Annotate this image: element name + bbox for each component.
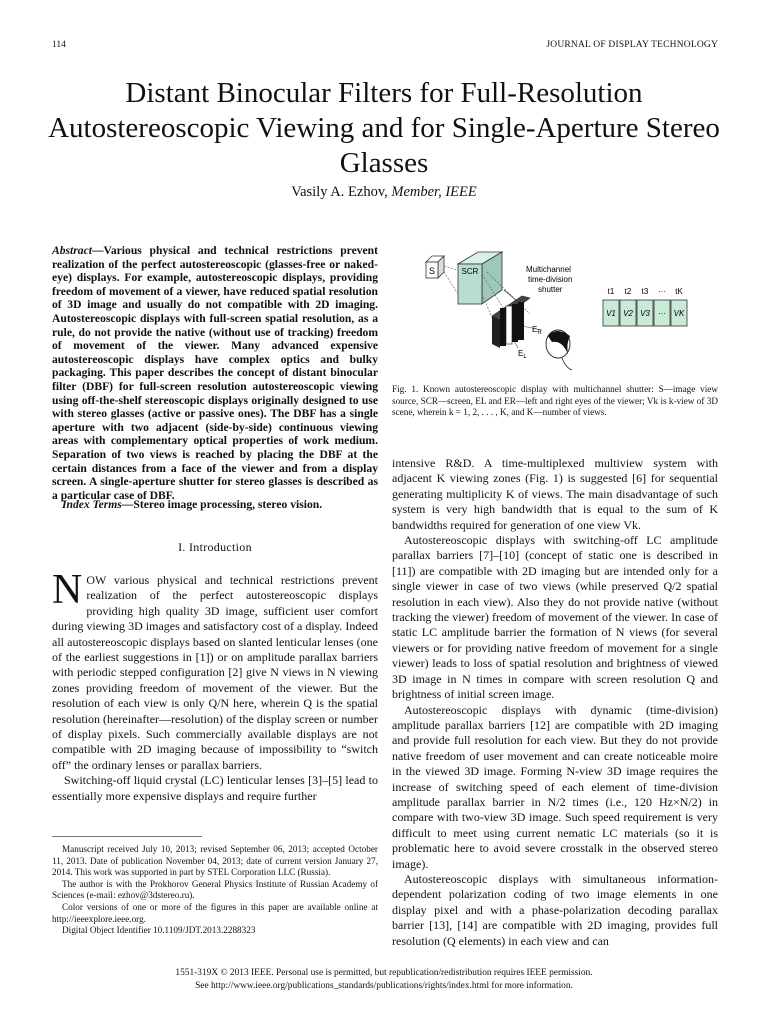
figure-caption: Fig. 1. Known autostereoscopic display with multichannel shutter: S—image view source, SCR—screen, EL and ER—left and right eyes of the viewer; Vk is k-view of 3D scene, wherein k = 1, 2, . . . , K, and K—number of views. [392,384,718,418]
view-label-v3: V3 [640,309,650,318]
section-heading: I. Introduction [178,540,252,554]
right-column-text [392,456,718,949]
label-s: S [428,266,436,276]
copyright-line: 1551-319X © 2013 IEEE. Personal use is permitted, but republication/redistribution requires IEEE permission. [175,968,593,978]
shutter-caption-line-3: shutter [538,285,563,294]
drop-cap: N [52,567,83,613]
screen-scr [458,252,502,304]
index-terms [52,498,378,512]
footnote-received: Manuscript received July 10, 2013; revised September 06, 2013; accepted October 11, 2013. Date of publication November 04, 2013; date of current version January 27, 2014. This work was supported in part by STEL Corporation LLC (Russia). [52,844,378,878]
journal-name: JOURNAL OF DISPLAY TECHNOLOGY [546,40,718,50]
footnote-author: The author is with the Prokhorov General Physics Institute of Russian Academy of Sciences (e-mail: ezhov@3dstereo.ru). [52,878,378,901]
time-label-t1: t1 [607,287,615,296]
view-label-v2: V2 [623,309,633,318]
intro-paragraph-2: Switching-off liquid crystal (LC) lenticular lenses [3]–[5] lead to essentially more expensive displays and require further [52,773,378,803]
figure-1 [392,244,718,379]
label-er: $E_R$ [532,325,542,336]
rights-url-line: See http://www.ieee.org/publications_standards/publications/rights/index.html for more information. [195,981,573,991]
view-cells [603,300,687,326]
index-terms-text: Stereo image processing, stereo vision. [133,498,323,511]
abstract [52,244,378,502]
page-number: 114 [52,40,66,50]
footnote-color: Color versions of one or more of the figures in this paper are available online at http://ieeexplore.ieee.org. [52,901,378,924]
footnote-doi: Digital Object Identifier 10.1109/JDT.2013.2288323 [62,925,256,936]
label-scr: SCR [461,267,479,276]
introduction-text [52,567,378,804]
time-label-dots: ··· [658,287,666,296]
right-paragraph-3: Autostereoscopic displays with dynamic (time-division) amplitude parallax barriers [12] are compatible with 2D imaging and provide full resolution for each view. But they do not provide native freedom of user movement and can create noticeable moire in the viewed 3D image. Forming N-view 3D image requires the increase of switching speed of each element of time-division amplitude parallax barrier in N/2 times (i.e., 120 Hz×N/2) in compare with two-view 3D image. Such speed requirement is very difficult to meet using current nematic LC materials (so it is problematic here to avoid severe crosstalk in the observed stereo image). [392,702,718,871]
shutter-caption [526,265,572,294]
footnote-rule [52,836,202,837]
time-label-tk: tK [675,287,683,296]
paper-title: Distant Binocular Filters for Full-Resolution Autostereoscopic Viewing and for Single-Aperture Stereo Glasses [48,77,720,179]
shutter-caption-line-1: Multichannel [526,265,571,274]
author-affiliation: Member, IEEE [391,184,477,200]
source-box [426,256,444,278]
time-label-t2: t2 [624,287,632,296]
view-label-dots: ··· [658,309,666,318]
right-paragraph-4: Autostereoscopic displays with simultaneous information-dependent polarization coding of two image elements in one display pixel and with a phase-polarization decoding parallax barrier [13], [14] are compatible with 2D imaging, provides full resolution (Q elements) in each view and can [392,871,718,948]
right-paragraph-2: Autostereoscopic displays with switching-off LC amplitude parallax barriers [7]–[10] (concept of static one is described in [11]) are compatible with 2D imaging but are intended only for a single viewer in case of two views (while preserved Q/2 spatial resolution in each view). Also they do not provide native (without tracking the viewer) freedom of movement of the viewer. In case of static LC amplitude barrier the formation of N views (for several viewers or for providing native freedom of movement for a single viewer) leads to loss of spatial resolution and brightness of viewed 3D image in N times in compare with screen resolution Q and brightness of initial screen image. [392,533,718,702]
abstract-text: Various physical and technical restrictions prevent realization of the perfect autostereoscopic (glasses-free or naked-eye) displays. For example, autostereoscopic displays, providing freedom of movement of a viewer, have reduced spatial resolution of 3D image and usually do not compatible with 2D imaging. Autostereoscopic displays with full-screen spatial resolution, as a rule, do not provide the native (without use of tracking) freedom of movement of the viewer. Many advanced expensive autostereoscopic displays have complex optics and bulky packaging. This paper describes the concept of distant binocular filter (DBF) for full-screen resolution autostereoscopic viewing using off-the-shelf stereoscopic displays originally designed to use with stereo glasses (active or passive ones). The DBF has a single aperture with two adjacent (side-by-side) continuous viewing areas with complementary optical properties of work medium. Separation of two views is reached by placing the DBF at the certain distances from a face of the viewer and from a display screen. A single-aperture shutter for stereo glasses is described as a particular case of DBF. [52,244,378,502]
viewer-head-icon [546,330,572,370]
author-name: Vasily A. Ezhov, [291,184,388,200]
intro-paragraph-1-text: OW various physical and technical restrictions prevent realization of the perfect autostereoscopic displays providing high quality 3D image, sufficient user comfort during viewing 3D images and satisfactory cost of a display. Indeed all autostereoscopic displays based on slanted lenticular lenses (one of the earliest suggestions in [1]) or on amplitude parallax barriers with periodic stepped configuration [2] give N views in N viewing zones providing freedom of movement of the viewer. But the resolution of each view is only Q/N here, wherein Q is the spatial resolution (hereinafter—resolution) of the display screen or number of display pixels. Such commercially available displays are not compatible with 2D imaging because of impossibility to “switch off” the ordinary lenses or parallax barriers. [52,573,378,772]
time-labels [608,287,684,296]
label-el: $E_L$ [518,349,527,360]
index-terms-label: Index Terms— [62,498,134,511]
footnotes [52,844,378,937]
abstract-label: Abstract— [52,244,104,257]
view-label-v1: V1 [606,309,616,318]
right-paragraph-1: intensive R&D. A time-multiplexed multiview system with adjacent K viewing zones (Fig. 1) is suggested [6] for sequential generating multiplicity K of views. The main disadvantage of such system is very high bandwidth that is equal to the sum of K bandwidths required for generation of one view Vk. [392,456,718,532]
time-label-t3: t3 [641,287,649,296]
author-line [0,184,768,201]
intro-paragraph-1 [52,567,378,773]
shutter-caption-line-2: time-division [528,275,573,284]
view-label-vk: VK [673,309,685,318]
